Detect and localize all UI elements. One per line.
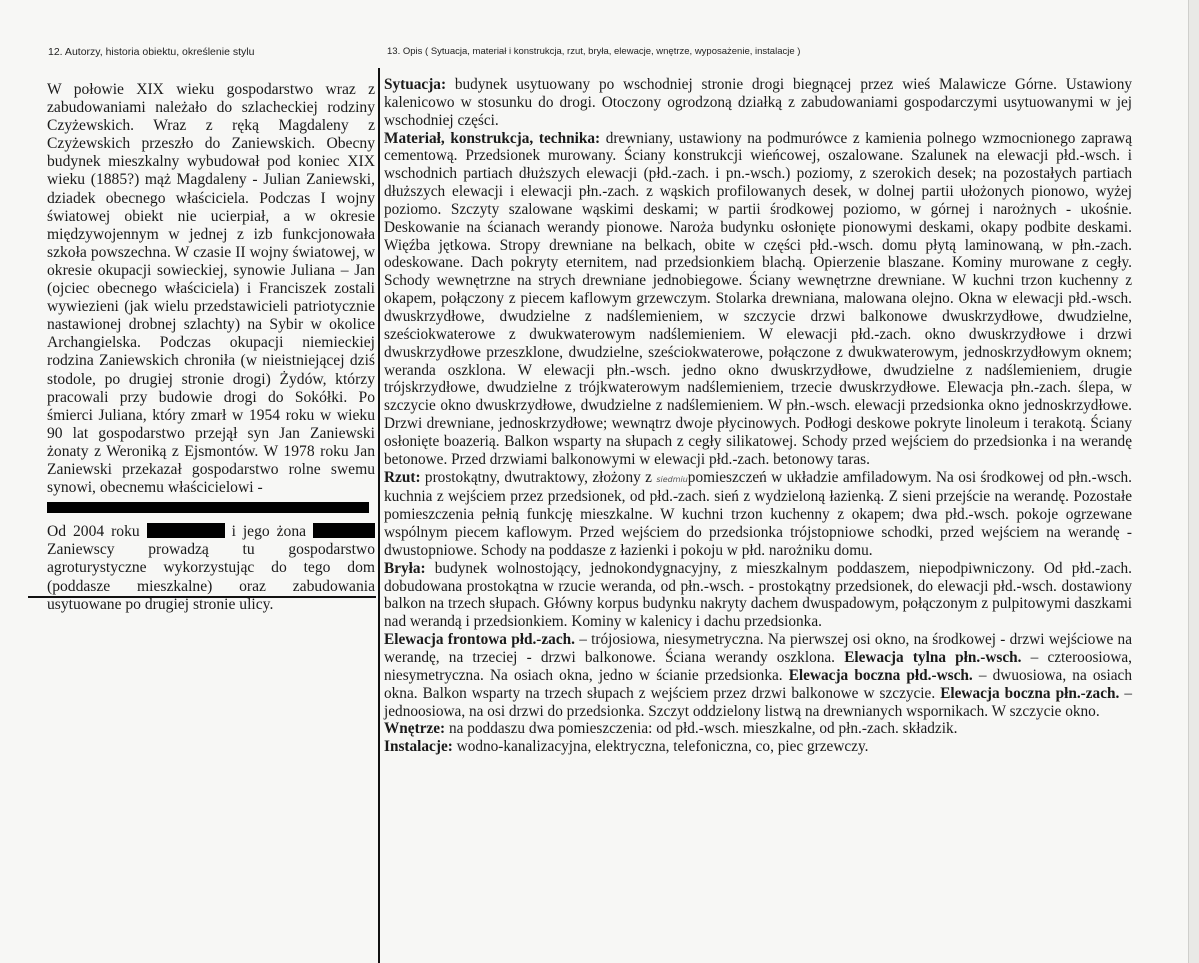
history-paragraph: W połowie XIX wieku gospodarstwo wraz z zabudowaniami należało do szlacheckiej rodziny Czyżewskich. Wraz z ręką Magdaleny z Czyżewskich przeszło do Zaniewskich. Obecny budynek mieszkalny wybudował pod koniec XIX wieku (1885?) mąż Magdaleny - Julian Zaniewski, dziadek obecnego właściciela. Podczas I wojny światowej obiekt nie ucierpiał, a w okresie międzywojennym w jednej z izb funkcjonowała szkoła powszechna. W czasie II wojny światowej, w okresie okupacji sowieckiej, synowie Juliana – Jan (ojciec obecnego właściciela) i Franciszek zostali wywiezieni (jak wielu przedstawicieli patriotycznie nastawionej drobnej szlachty) na Sybir w okolice Archangielska. Podczas okupacji niemieckiej rodzina Zaniewskich chroniła (w nieistniejącej dziś stodole, po drugiej stronie drogi) Żydów, którzy pracowali przy budowie drogi do Sokółki. Po śmierci Juliana, który zmarł w 1954 roku w wieku 90 lat gospodarstwo przejął syn Jan Zaniewski żonaty z Weroniką z Ejsmontów. W 1978 roku Jan Zaniewski przekazał gospodarstwo rolne swemu synowi, obecnemu właścicielowi - bbox=[47, 81, 375, 497]
elew-tylna-text: – czteroosiowa, niesymetryczna. Na osiach okna, jedno w ścianie przedsionka. bbox=[384, 649, 1132, 684]
redacted-name-2 bbox=[147, 523, 225, 538]
elew-bocz1-text: – dwuosiowa, na osiach okna. Balkon wsparty na trzech słupach z wejściem przez drzwi balkonowe w szczycie. bbox=[384, 666, 1132, 702]
page-edge bbox=[1188, 0, 1199, 963]
rzut-text-2: pomieszczeń w układzie amfiladowym. Na osi środkowej od płn.-wsch. kuchnia z wejściem przez przedsionek, od płd.-zach. sień z wydzieloną łazienką. Z sieni przejście na werandę. Pozostałe pomieszczenia pełnią funkcję mieszkalne. W kuchni trzon kuchenny z okapem; dwa płd.-wsch. pokoje ogrzewane wspólnym piecem kaflowym. Przed wejściem do przedsionka trójstopniowe schodki, przed wejściem na werandę - dwustopniowe. Schody na poddasze z łazienki i pokoju w płd. narożniku domu. bbox=[384, 468, 1132, 559]
owners-text-prefix: Od 2004 roku bbox=[47, 523, 140, 541]
redacted-name-3 bbox=[313, 523, 375, 538]
instalacje-label: Instalacje: bbox=[384, 738, 453, 756]
elew-front-label: Elewacja frontowa płd.-zach. bbox=[384, 631, 575, 649]
wnetrze-text: na poddaszu dwa pomieszczenia: od płd.-wsch. mieszkalne, od płn.-zach. składzik. bbox=[445, 720, 958, 738]
column-divider bbox=[378, 68, 380, 963]
section-sytuacja bbox=[384, 76, 1132, 130]
right-column-header: 13. Opis ( Sytuacja, materiał i konstrukcja, rzut, bryła, elewacje, wnętrze, wyposażenie, instalacje ) bbox=[387, 46, 801, 57]
section-elewacje bbox=[384, 631, 1132, 720]
bryla-label: Bryła: bbox=[384, 559, 426, 577]
material-label: Materiał, konstrukcja, technika: bbox=[384, 129, 601, 147]
material-text: drewniany, ustawiony na podmurówce z kamienia polnego wzmocnionego zaprawą cementową. Przedsionek murowany. Ściany konstrukcji wieńcowej, oszalowane. Szalunek na elewacji płd.-wsch. i wschodnich partiach dłuższych elewacji (płd.-zach. i pn.-wsch.) poziomy, z szerokich desek; na pozostałych partiach dłuższych elewacji i elewacji płn.-zach. z wąskich profilowanych desek, w dolnej partii ułożonych pionowo, wyżej poziomo. Szczyty szalowane wąskimi deskami; w partii środkowej poziomo, w górnej i narożnych - ukośnie. Deskowanie na ścianach werandy pionowe. Naroża budynku osłonięte pionowymi deskami, okapy podbite deskami. Więźba jętkowa. Stropy drewniane na belkach, obite w części płd.-wsch. domu płytą laminowaną, w płn.-zach. odeskowane. Dach pokryty eternitem, nad przedsionkiem blachą. Opierzenie blaszane. Kominy murowane z cegły. Schody wewnętrzne na strych drewniane jednobiegowe. Ściany wewnętrzne drewniane. W kuchni trzon kuchenny z okapem, połączony z piecem kaflowym grzewczym. Stolarka drewniana, malowana olejno. Okna w elewacji płd.-wsch. dwuskrzydłowe, dwudzielne z nadślemieniem, w szczycie drzwi balkonowe dwuskrzydłowe, dwudzielne, sześciokwaterowe z dwukwaterowym nadślemieniem. W elewacji płd.-zach. okno dwuskrzydłowe i drzwi dwuskrzydłowe przeszklone, dwudzielne, sześciokwaterowe, połączone z dwukwaterowym, jednoskrzydłowym oknem; weranda oszklona. W elewacji płn.-wsch. jedno okno dwuskrzydłowe, dwudzielne z nadślemieniem, drugie trójskrzydłowe, dwudzielne z trójkwaterowym nadślemieniem, trzecie dwuskrzydłowe. Elewacja płn.-zach. ślepa, w szczycie okno dwuskrzydłowe, dwudzielne z nadślemieniem. W płn.-wsch. elewacji przedsionka okno jednoskrzydłowe. Drzwi drewniane, jednoskrzydłowe; wewnątrz dwoje płycinowych. Podłogi deskowe pokryte linoleum i terakotą. Ściany osłonięte boazerią. Balkon wsparty na słupach z cegły silikatowej. Schody przed wejściem do przedsionka i na werandę betonowe. Przed drzwiami balkonowymi w elewacji płd.-zach. betonowy taras. bbox=[384, 129, 1132, 468]
section-wnetrze bbox=[384, 720, 1132, 738]
owners-paragraph bbox=[47, 523, 375, 613]
owners-text-mid: i jego żona bbox=[231, 523, 307, 541]
description-column bbox=[384, 76, 1132, 756]
elew-front-text: – trójosiowa, niesymetryczna. Na pierwszej osi okno, na środkowej - drzwi wejściowe na werandę, na trzeciej - drzwi balkonowe. Ściana werandy oszklona. bbox=[384, 631, 1132, 666]
elew-bocz1-label: Elewacja boczna płd.-wsch. bbox=[788, 666, 973, 684]
section-material bbox=[384, 130, 1132, 469]
rzut-text-1: prostokątny, dwutraktowy, złożony z bbox=[420, 468, 657, 486]
section-rzut bbox=[384, 469, 1132, 560]
handwritten-note: siedmiu bbox=[656, 474, 688, 484]
instalacje-text: wodno-kanalizacyjna, elektryczna, telefoniczna, co, piec grzewczy. bbox=[452, 738, 869, 756]
sytuacja-text: budynek usytuowany po wschodniej stronie drogi biegnącej przez wieś Malawicze Górne. Ustawiony kalenicowo w stosunku do drogi. Otoczony ogrodzoną działką z zabudowaniami gospodarczymi usytuowanymi w jej wschodniej części. bbox=[384, 76, 1132, 129]
sytuacja-label: Sytuacja: bbox=[384, 76, 447, 93]
elew-bocz2-text: – jednoosiowa, na osi drzwi do przedsionka. Szczyt oddzielony listwą na drewnianych wspornikach. W szczycie okno. bbox=[384, 684, 1132, 720]
redacted-name-1 bbox=[47, 502, 369, 513]
section-instalacje bbox=[384, 738, 1132, 756]
bryla-text: budynek wolnostojący, jednokondygnacyjny, z mieszkalnym poddaszem, niepodpiwniczony. Od płd.-zach. dobudowana prostokątna w rzucie weranda, od płn.-wsch. - prostokątny przedsionek, do elewacji płd.-wsch. dostawiony balkon na trzech słupach. Główny korpus budynku nakryty dachem dwuspadowym, połączonym z pulpitowymi daszkami nad werandą i przedsionkiem. Kominy w kalenicy i dachu przedsionka. bbox=[384, 559, 1132, 631]
elew-tylna-label: Elewacja tylna płn.-wsch. bbox=[844, 649, 1022, 666]
owners-text-rest: Zaniewscy prowadzą tu gospodarstwo agroturystyczne wykorzystując do tego dom (poddasze mieszkalne) oraz zabudowania usytuowane po drugiej stronie ulicy. bbox=[47, 541, 375, 613]
elew-bocz2-label: Elewacja boczna płn.-zach. bbox=[940, 684, 1120, 702]
wnetrze-label: Wnętrze: bbox=[384, 720, 446, 738]
section-bryla bbox=[384, 560, 1132, 631]
rzut-label: Rzut: bbox=[384, 468, 421, 486]
history-column bbox=[47, 81, 375, 614]
left-column-header: 12. Autorzy, historia obiektu, określenie stylu bbox=[48, 46, 255, 58]
